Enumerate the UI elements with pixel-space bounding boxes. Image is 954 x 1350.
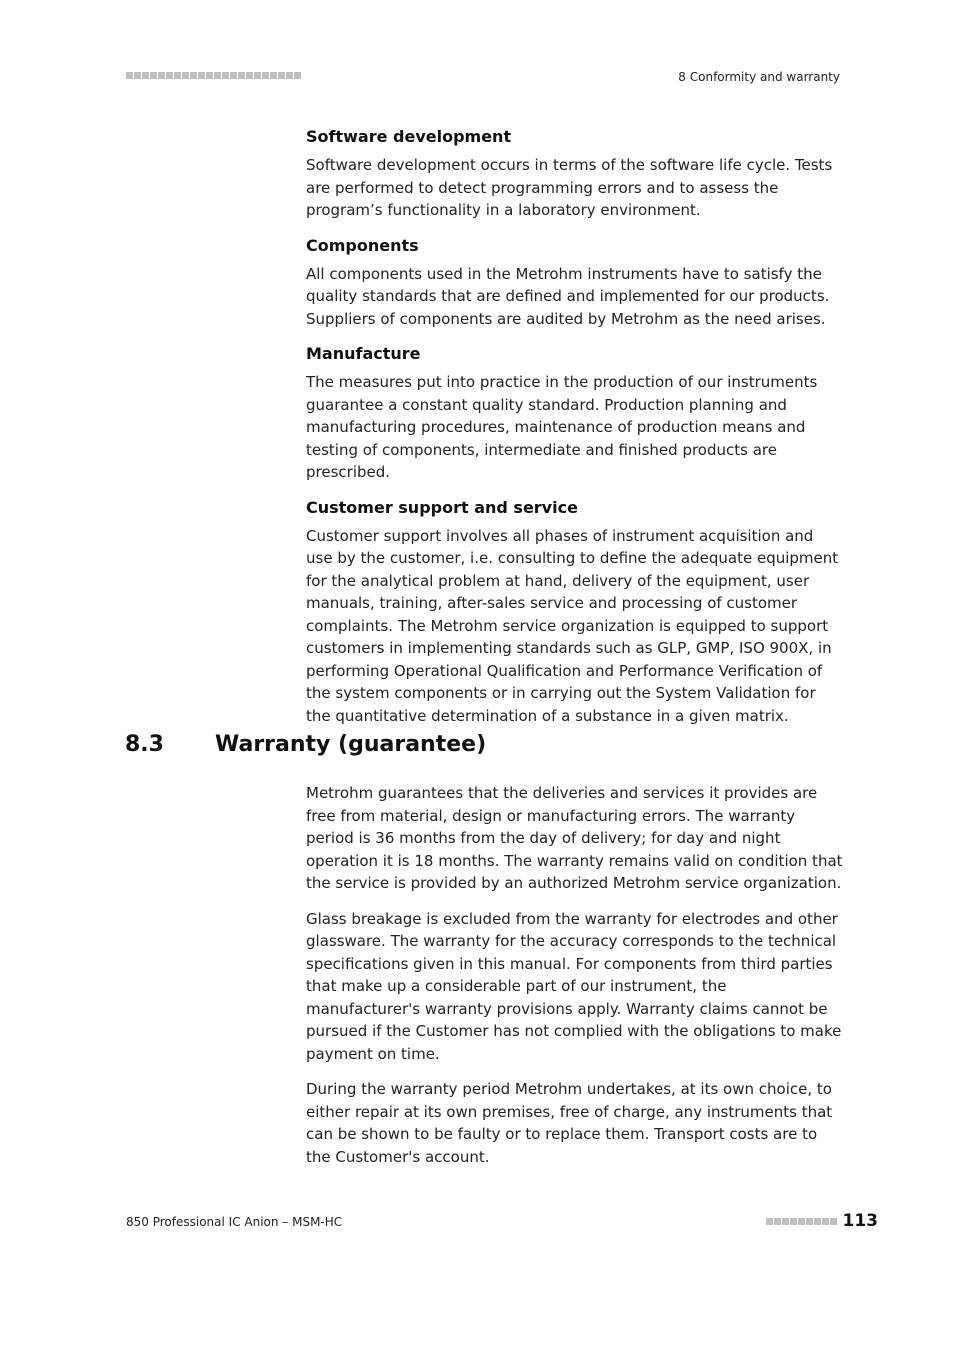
section-number: 8.3 <box>125 732 164 757</box>
subheading-components: Components <box>306 235 419 255</box>
paragraph-warranty-1: Metrohm guarantees that the deliveries and services it provides are free from material, design or manufacturing errors. The warranty period is 36 months from the day of delivery; for day and night operation it is 18 months. The warranty remains valid on condition that the service is provided by an authorized Metrohm service organization. <box>306 784 843 892</box>
section-heading <box>125 732 845 766</box>
paragraph-software-development: Software development occurs in terms of the software life cycle. Tests are performed to detect programming errors and to assess the program’s functionality in a laboratory environment. <box>306 156 833 219</box>
paragraph-components: All components used in the Metrohm instruments have to satisfy the quality standards that are defined and implemented for our products. Suppliers of components are audited by Metrohm as the need arises. <box>306 264 830 328</box>
header-decoration <box>126 72 301 79</box>
subheading-manufacture: Manufacture <box>306 344 421 363</box>
paragraph-warranty-3: During the warranty period Metrohm undertakes, at its own choice, to either repair at its own premises, free of charge, any instruments that can be shown to be faulty or to replace them. Transport costs are to the Customer's account. <box>306 1080 833 1166</box>
body-text-upper <box>306 126 844 740</box>
running-header: 8 Conformity and warranty <box>678 70 840 84</box>
page-number: 113 <box>842 1211 878 1231</box>
footer-page <box>766 1211 879 1231</box>
footer-product: 850 Professional IC Anion – MSM-HC <box>126 1215 343 1229</box>
paragraph-manufacture: The measures put into practice in the production of our instruments guarantee a constant quality standard. Production planning and manufacturing procedures, maintenance of production means and testing of components, intermediate and finished products are prescribed. <box>306 373 818 481</box>
body-text-warranty <box>306 782 844 1181</box>
subheading-software-development: Software development <box>306 127 512 146</box>
section-title: Warranty (guarantee) <box>215 732 487 757</box>
paragraph-warranty-2: Glass breakage is excluded from the warranty for electrodes and other glassware. The warranty for the accuracy corresponds to the technical specifications given in this manual. For components from third parties that make up a considerable part of our instrument, the manufacturer's warranty provisions apply. Warranty claims cannot be pursued if the Customer has not complied with the obligations to make payment on time. <box>306 909 842 1063</box>
footer-decoration <box>766 1218 837 1225</box>
subheading-customer-support: Customer support and service <box>306 497 578 517</box>
paragraph-customer-support: Customer support involves all phases of instrument acquisition and use by the customer, i.e. consulting to define the adequate equipment for the analytical problem at hand, delivery of the equipment, user manuals, training, after-sales service and processing of customer complaints. The Metrohm service organization is equipped to support customers in implementing standards such as GLP, GMP, ISO 900X, in performing Operational Qualification and Performance Verification of the system components or in carrying out the System Validation for the quantitative determination of a substance in a given matrix. <box>306 526 839 725</box>
